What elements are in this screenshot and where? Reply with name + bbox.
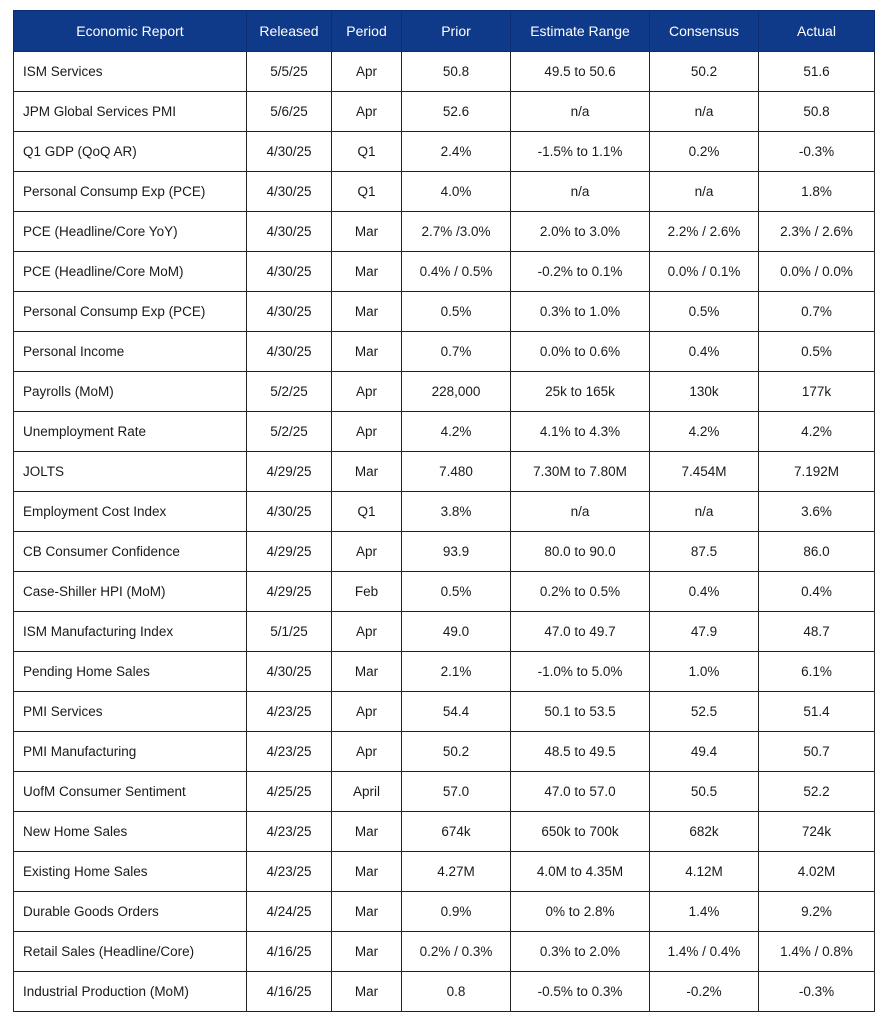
- cell-period: Q1: [332, 172, 402, 212]
- cell-released: 4/23/25: [247, 852, 332, 892]
- table-row: [14, 692, 875, 732]
- cell-actual: 177k: [759, 372, 875, 412]
- cell-actual: 50.8: [759, 92, 875, 132]
- cell-prior: 0.5%: [402, 572, 511, 612]
- cell-period: Mar: [332, 452, 402, 492]
- cell-estimate-range: n/a: [511, 92, 650, 132]
- cell-actual: 1.4% / 0.8%: [759, 932, 875, 972]
- cell-actual: 51.6: [759, 52, 875, 92]
- cell-actual: 51.4: [759, 692, 875, 732]
- cell-period: Apr: [332, 732, 402, 772]
- cell-prior: 2.4%: [402, 132, 511, 172]
- cell-estimate-range: 25k to 165k: [511, 372, 650, 412]
- cell-actual: 3.6%: [759, 492, 875, 532]
- table-row: [14, 532, 875, 572]
- cell-actual: 86.0: [759, 532, 875, 572]
- table-row: [14, 772, 875, 812]
- economic-report-table-container: [13, 10, 874, 1012]
- cell-consensus: 50.2: [650, 52, 759, 92]
- cell-released: 4/30/25: [247, 212, 332, 252]
- cell-estimate-range: 0.3% to 1.0%: [511, 292, 650, 332]
- table-row: [14, 492, 875, 532]
- column-header-consensus: Consensus: [650, 11, 759, 52]
- cell-released: 5/1/25: [247, 612, 332, 652]
- cell-released: 5/2/25: [247, 372, 332, 412]
- cell-prior: 2.1%: [402, 652, 511, 692]
- economic-report-table: [13, 10, 875, 1012]
- table-row: [14, 452, 875, 492]
- cell-released: 4/29/25: [247, 452, 332, 492]
- cell-consensus: n/a: [650, 172, 759, 212]
- column-header-period: Period: [332, 11, 402, 52]
- cell-period: Apr: [332, 92, 402, 132]
- cell-estimate-range: 4.0M to 4.35M: [511, 852, 650, 892]
- cell-report: Unemployment Rate: [14, 412, 247, 452]
- cell-report: Existing Home Sales: [14, 852, 247, 892]
- cell-consensus: 0.0% / 0.1%: [650, 252, 759, 292]
- cell-estimate-range: -0.2% to 0.1%: [511, 252, 650, 292]
- cell-report: ISM Services: [14, 52, 247, 92]
- cell-consensus: 0.2%: [650, 132, 759, 172]
- cell-period: Q1: [332, 132, 402, 172]
- cell-consensus: 1.4%: [650, 892, 759, 932]
- cell-report: Durable Goods Orders: [14, 892, 247, 932]
- table-row: [14, 252, 875, 292]
- cell-consensus: n/a: [650, 92, 759, 132]
- cell-period: Mar: [332, 852, 402, 892]
- column-header-estimate-range: Estimate Range: [511, 11, 650, 52]
- cell-released: 5/6/25: [247, 92, 332, 132]
- cell-released: 4/30/25: [247, 172, 332, 212]
- cell-report: JOLTS: [14, 452, 247, 492]
- cell-period: Mar: [332, 812, 402, 852]
- cell-estimate-range: 0.0% to 0.6%: [511, 332, 650, 372]
- cell-estimate-range: 650k to 700k: [511, 812, 650, 852]
- cell-released: 4/30/25: [247, 132, 332, 172]
- cell-period: Apr: [332, 612, 402, 652]
- column-header-released: Released: [247, 11, 332, 52]
- cell-period: Mar: [332, 892, 402, 932]
- table-row: [14, 132, 875, 172]
- cell-report: Case-Shiller HPI (MoM): [14, 572, 247, 612]
- cell-actual: 52.2: [759, 772, 875, 812]
- table-row: [14, 332, 875, 372]
- cell-prior: 0.7%: [402, 332, 511, 372]
- cell-period: Mar: [332, 332, 402, 372]
- cell-consensus: 682k: [650, 812, 759, 852]
- cell-prior: 674k: [402, 812, 511, 852]
- cell-consensus: 0.4%: [650, 332, 759, 372]
- cell-period: Apr: [332, 372, 402, 412]
- cell-estimate-range: 4.1% to 4.3%: [511, 412, 650, 452]
- cell-report: PCE (Headline/Core YoY): [14, 212, 247, 252]
- cell-period: Q1: [332, 492, 402, 532]
- cell-released: 4/23/25: [247, 692, 332, 732]
- cell-prior: 7.480: [402, 452, 511, 492]
- table-row: [14, 372, 875, 412]
- cell-report: Payrolls (MoM): [14, 372, 247, 412]
- cell-released: 4/30/25: [247, 252, 332, 292]
- cell-released: 4/16/25: [247, 932, 332, 972]
- cell-consensus: 4.12M: [650, 852, 759, 892]
- cell-consensus: 7.454M: [650, 452, 759, 492]
- cell-actual: 0.4%: [759, 572, 875, 612]
- table-row: [14, 732, 875, 772]
- cell-estimate-range: 2.0% to 3.0%: [511, 212, 650, 252]
- cell-period: Apr: [332, 532, 402, 572]
- cell-period: Mar: [332, 932, 402, 972]
- cell-actual: 7.192M: [759, 452, 875, 492]
- cell-consensus: 52.5: [650, 692, 759, 732]
- cell-actual: 1.8%: [759, 172, 875, 212]
- cell-report: Industrial Production (MoM): [14, 972, 247, 1012]
- cell-consensus: n/a: [650, 492, 759, 532]
- cell-actual: 724k: [759, 812, 875, 852]
- cell-report: JPM Global Services PMI: [14, 92, 247, 132]
- cell-actual: 2.3% / 2.6%: [759, 212, 875, 252]
- cell-released: 4/24/25: [247, 892, 332, 932]
- cell-released: 4/29/25: [247, 532, 332, 572]
- cell-consensus: 1.0%: [650, 652, 759, 692]
- cell-actual: 4.02M: [759, 852, 875, 892]
- cell-estimate-range: 47.0 to 57.0: [511, 772, 650, 812]
- table-row: [14, 412, 875, 452]
- cell-report: PMI Manufacturing: [14, 732, 247, 772]
- cell-prior: 4.27M: [402, 852, 511, 892]
- table-row: [14, 852, 875, 892]
- cell-report: Employment Cost Index: [14, 492, 247, 532]
- cell-report: PMI Services: [14, 692, 247, 732]
- cell-consensus: -0.2%: [650, 972, 759, 1012]
- cell-consensus: 0.4%: [650, 572, 759, 612]
- cell-report: PCE (Headline/Core MoM): [14, 252, 247, 292]
- cell-prior: 93.9: [402, 532, 511, 572]
- cell-period: Apr: [332, 692, 402, 732]
- header-row: [14, 11, 875, 52]
- table-row: [14, 212, 875, 252]
- cell-estimate-range: 0% to 2.8%: [511, 892, 650, 932]
- cell-consensus: 2.2% / 2.6%: [650, 212, 759, 252]
- cell-consensus: 1.4% / 0.4%: [650, 932, 759, 972]
- cell-consensus: 87.5: [650, 532, 759, 572]
- table-row: [14, 812, 875, 852]
- table-body: [14, 52, 875, 1012]
- cell-released: 4/30/25: [247, 492, 332, 532]
- cell-released: 4/30/25: [247, 292, 332, 332]
- cell-report: Personal Income: [14, 332, 247, 372]
- table-row: [14, 572, 875, 612]
- cell-actual: 0.7%: [759, 292, 875, 332]
- cell-prior: 50.8: [402, 52, 511, 92]
- column-header-actual: Actual: [759, 11, 875, 52]
- column-header-prior: Prior: [402, 11, 511, 52]
- cell-report: Pending Home Sales: [14, 652, 247, 692]
- cell-released: 4/23/25: [247, 732, 332, 772]
- table-row: [14, 52, 875, 92]
- cell-prior: 0.4% / 0.5%: [402, 252, 511, 292]
- cell-estimate-range: 0.3% to 2.0%: [511, 932, 650, 972]
- table-row: [14, 892, 875, 932]
- cell-period: Mar: [332, 252, 402, 292]
- cell-period: Apr: [332, 412, 402, 452]
- cell-estimate-range: 48.5 to 49.5: [511, 732, 650, 772]
- cell-estimate-range: 50.1 to 53.5: [511, 692, 650, 732]
- cell-prior: 0.5%: [402, 292, 511, 332]
- cell-released: 4/25/25: [247, 772, 332, 812]
- cell-period: Mar: [332, 652, 402, 692]
- cell-report: ISM Manufacturing Index: [14, 612, 247, 652]
- cell-prior: 57.0: [402, 772, 511, 812]
- cell-released: 4/30/25: [247, 652, 332, 692]
- cell-estimate-range: -1.5% to 1.1%: [511, 132, 650, 172]
- cell-consensus: 49.4: [650, 732, 759, 772]
- cell-prior: 0.8: [402, 972, 511, 1012]
- table-row: [14, 972, 875, 1012]
- cell-estimate-range: -1.0% to 5.0%: [511, 652, 650, 692]
- cell-estimate-range: 0.2% to 0.5%: [511, 572, 650, 612]
- cell-prior: 0.9%: [402, 892, 511, 932]
- cell-actual: 4.2%: [759, 412, 875, 452]
- cell-report: UofM Consumer Sentiment: [14, 772, 247, 812]
- cell-actual: 48.7: [759, 612, 875, 652]
- cell-estimate-range: 47.0 to 49.7: [511, 612, 650, 652]
- cell-consensus: 0.5%: [650, 292, 759, 332]
- cell-prior: 2.7% /3.0%: [402, 212, 511, 252]
- cell-released: 4/29/25: [247, 572, 332, 612]
- cell-estimate-range: n/a: [511, 172, 650, 212]
- cell-actual: 0.0% / 0.0%: [759, 252, 875, 292]
- cell-prior: 50.2: [402, 732, 511, 772]
- table-header: [14, 11, 875, 52]
- cell-estimate-range: 49.5 to 50.6: [511, 52, 650, 92]
- table-row: [14, 292, 875, 332]
- cell-consensus: 4.2%: [650, 412, 759, 452]
- cell-period: Mar: [332, 212, 402, 252]
- cell-report: New Home Sales: [14, 812, 247, 852]
- cell-actual: -0.3%: [759, 972, 875, 1012]
- cell-consensus: 50.5: [650, 772, 759, 812]
- cell-prior: 228,000: [402, 372, 511, 412]
- cell-estimate-range: -0.5% to 0.3%: [511, 972, 650, 1012]
- table-row: [14, 612, 875, 652]
- cell-period: Mar: [332, 972, 402, 1012]
- cell-report: Personal Consump Exp (PCE): [14, 172, 247, 212]
- cell-prior: 0.2% / 0.3%: [402, 932, 511, 972]
- cell-period: April: [332, 772, 402, 812]
- cell-actual: 6.1%: [759, 652, 875, 692]
- cell-estimate-range: 80.0 to 90.0: [511, 532, 650, 572]
- cell-period: Apr: [332, 52, 402, 92]
- table-row: [14, 652, 875, 692]
- column-header-report: Economic Report: [14, 11, 247, 52]
- table-row: [14, 932, 875, 972]
- cell-actual: 50.7: [759, 732, 875, 772]
- cell-prior: 52.6: [402, 92, 511, 132]
- cell-period: Mar: [332, 292, 402, 332]
- table-row: [14, 172, 875, 212]
- cell-report: Personal Consump Exp (PCE): [14, 292, 247, 332]
- cell-actual: -0.3%: [759, 132, 875, 172]
- cell-report: Retail Sales (Headline/Core): [14, 932, 247, 972]
- cell-released: 4/16/25: [247, 972, 332, 1012]
- cell-estimate-range: n/a: [511, 492, 650, 532]
- cell-released: 4/30/25: [247, 332, 332, 372]
- cell-actual: 0.5%: [759, 332, 875, 372]
- cell-consensus: 47.9: [650, 612, 759, 652]
- cell-prior: 4.0%: [402, 172, 511, 212]
- cell-prior: 54.4: [402, 692, 511, 732]
- cell-released: 4/23/25: [247, 812, 332, 852]
- cell-report: Q1 GDP (QoQ AR): [14, 132, 247, 172]
- cell-estimate-range: 7.30M to 7.80M: [511, 452, 650, 492]
- cell-prior: 3.8%: [402, 492, 511, 532]
- table-row: [14, 92, 875, 132]
- cell-report: CB Consumer Confidence: [14, 532, 247, 572]
- cell-prior: 4.2%: [402, 412, 511, 452]
- cell-released: 5/2/25: [247, 412, 332, 452]
- cell-actual: 9.2%: [759, 892, 875, 932]
- cell-released: 5/5/25: [247, 52, 332, 92]
- cell-consensus: 130k: [650, 372, 759, 412]
- cell-prior: 49.0: [402, 612, 511, 652]
- cell-period: Feb: [332, 572, 402, 612]
